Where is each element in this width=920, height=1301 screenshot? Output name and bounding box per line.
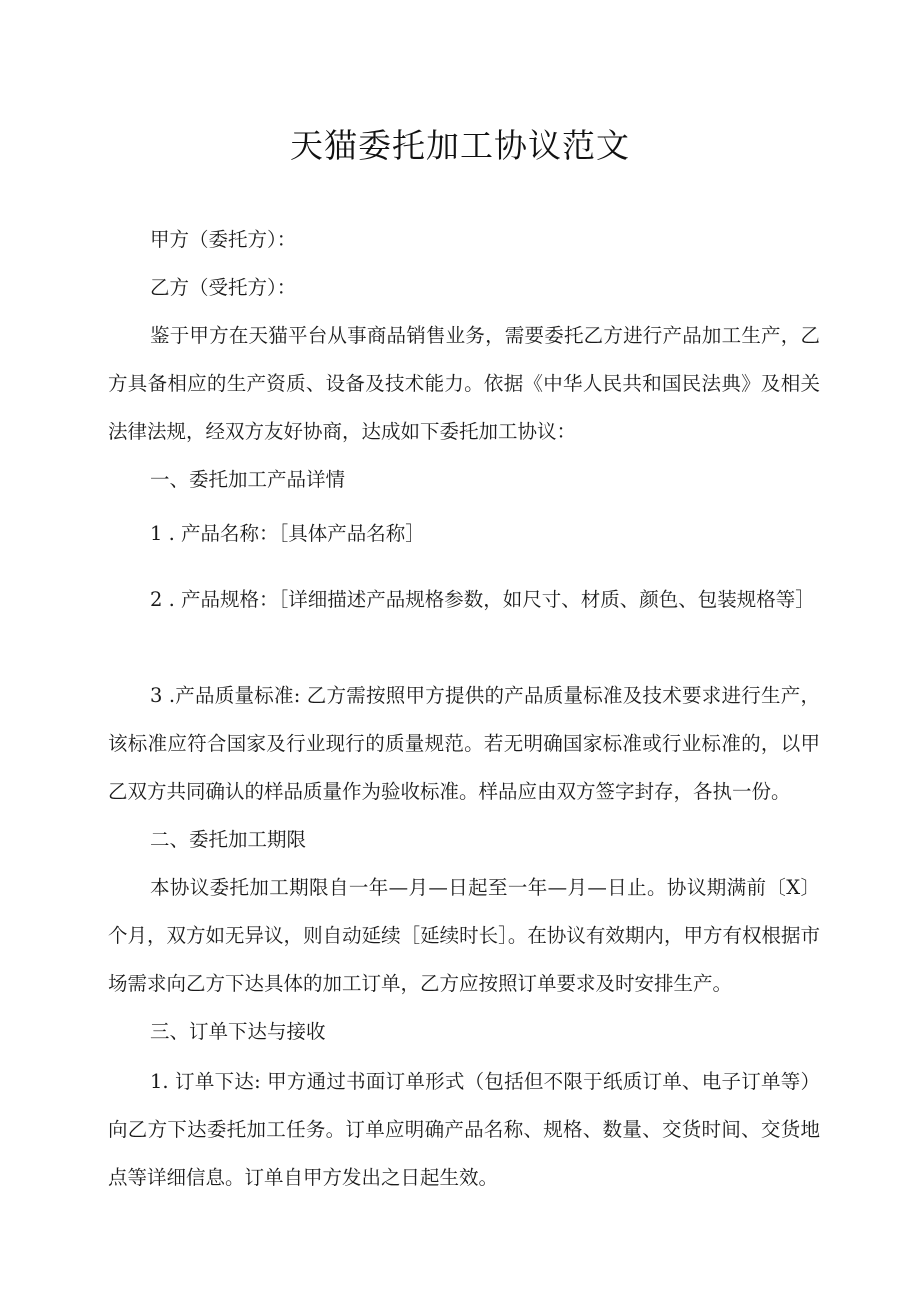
section2-paragraph: 本协议委托加工期限自一年—月—日起至一年—月—日止。协议期满前〔X〕个月，双方如无异议，则自动延续［延续时长］。在协议有效期内，甲方有权根据市场需求向乙方下达具体的加工订单，乙方应按照订单要求及时安排生产。 <box>108 876 820 995</box>
preamble-paragraph: 鉴于甲方在天猫平台从事商品销售业务，需要委托乙方进行产品加工生产，乙方具备相应的生产资质、设备及技术能力。依据《中华人民共和国民法典》及相关法律法规，经双方友好协商，达成如下委托加工协议： <box>108 324 820 443</box>
section1-item2: 2 . 产品规格：［详细描述产品规格参数，如尺寸、材质、颜色、包装规格等］ <box>150 588 815 611</box>
section3-heading: 三、订单下达与接收 <box>150 1020 326 1043</box>
section2-heading: 二、委托加工期限 <box>150 828 307 851</box>
party-a-line: 甲方（委托方）： <box>150 228 297 251</box>
document-title: 天猫委托加工协议范文 <box>290 126 630 165</box>
section3-item1: 1. 订单下达: 甲方通过书面订单形式（包括但不限于纸质订单、电子订单等）向乙方下达委托加工任务。订单应明确产品名称、规格、数量、交货时间、交货地点等详细信息。订单自甲方发出之日起生效。 <box>108 1070 820 1189</box>
section1-item1: 1 . 产品名称：［具体产品名称］ <box>150 522 425 545</box>
party-b-line: 乙方（受托方）： <box>150 276 297 299</box>
section1-heading: 一、委托加工产品详情 <box>150 468 346 491</box>
section1-item3: 3 .产品质量标准: 乙方需按照甲方提供的产品质量标准及技术要求进行生产，该标准应符合国家及行业现行的质量规范。若无明确国家标准或行业标准的，以甲乙双方共同确认的样品质量作为验收标准。样品应由双方签字封存，各执一份。 <box>108 684 820 803</box>
